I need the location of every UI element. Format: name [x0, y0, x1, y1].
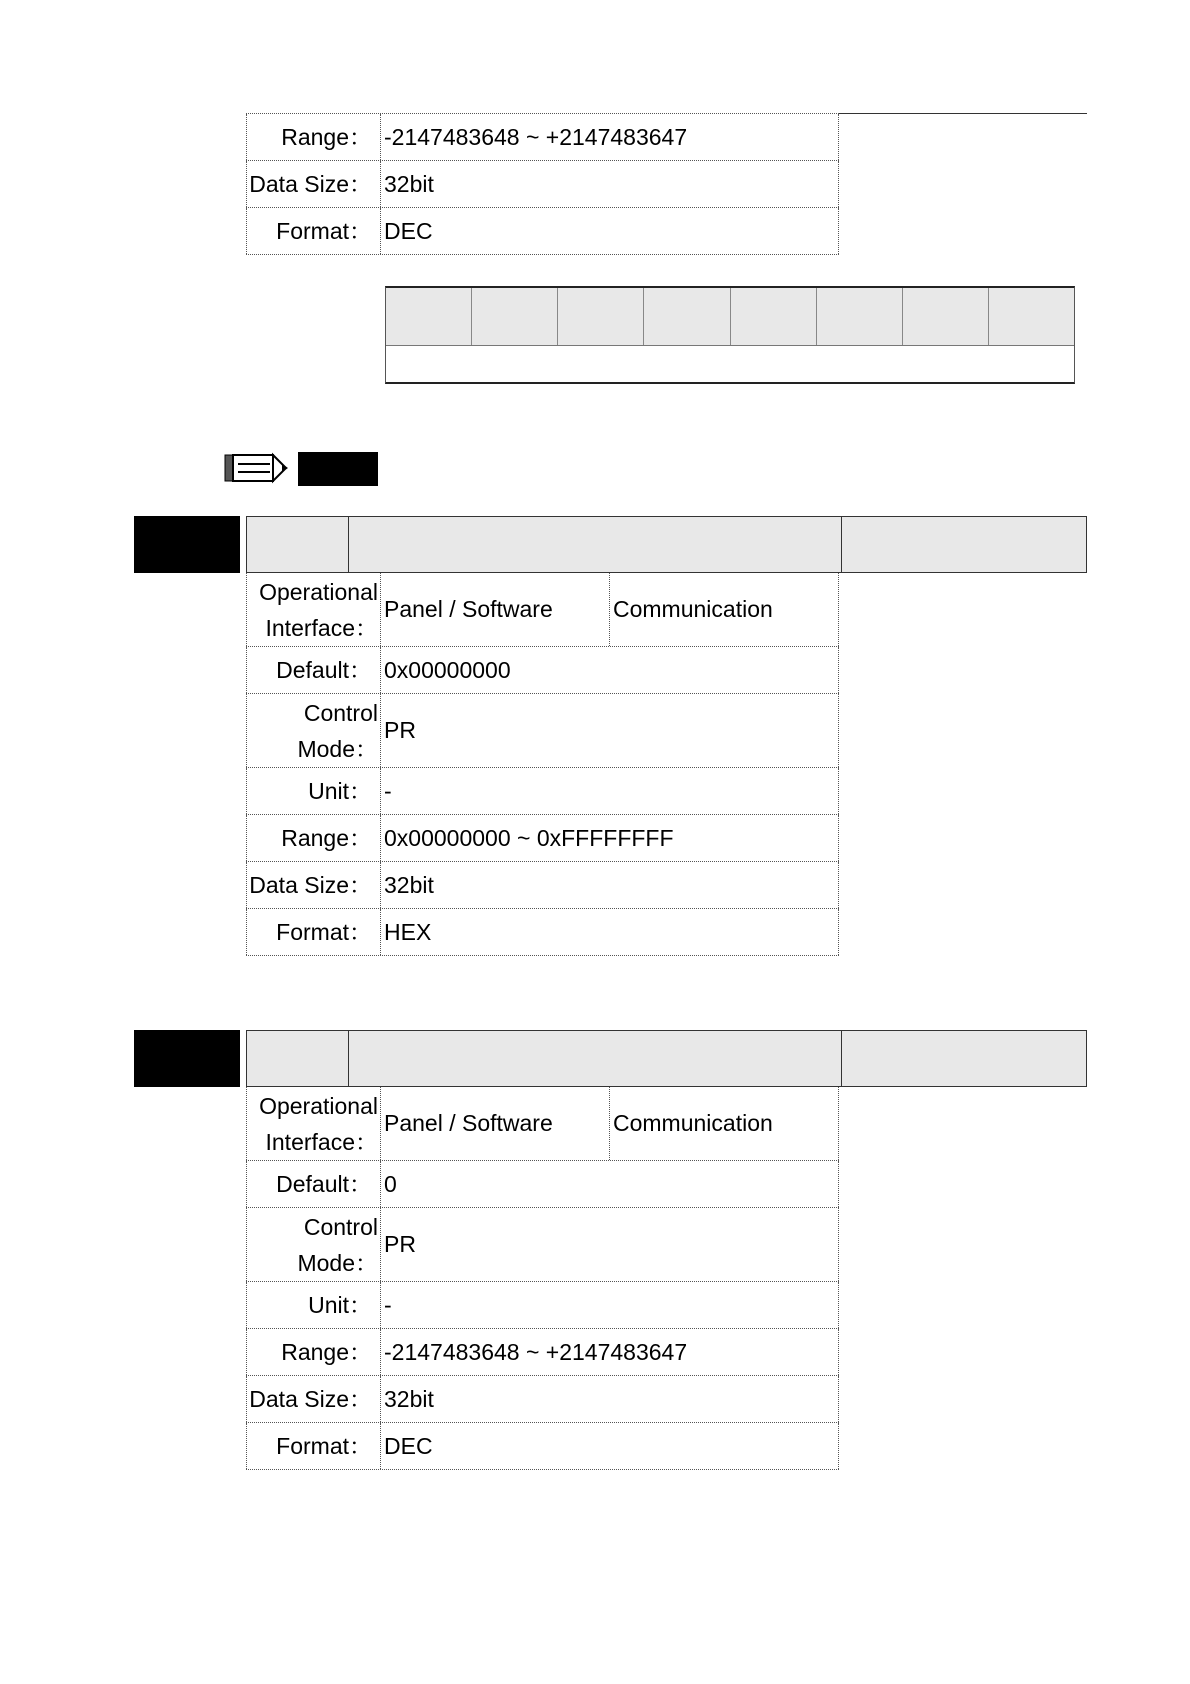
param1-table [246, 573, 839, 956]
table-row [246, 815, 839, 862]
unit-value: - [381, 768, 839, 814]
bit-cell [989, 288, 1074, 345]
data-size-value: 32bit [381, 862, 839, 908]
note-label-box [298, 452, 378, 486]
control-mode-value: PR [381, 1208, 839, 1281]
unit-label: Unit： [246, 768, 381, 814]
default-label: Default： [246, 647, 381, 693]
header-rule [839, 113, 1087, 114]
control-mode-label: Control Mode： [246, 1208, 381, 1281]
range-value: 0x00000000 ~ 0xFFFFFFFF [381, 815, 839, 861]
param1-header-bar [246, 516, 1087, 573]
range-label: Range： [246, 815, 381, 861]
bit-grid-header [386, 288, 1074, 346]
control-mode-value: PR [381, 694, 839, 767]
table-row [246, 208, 839, 255]
format-label: Format： [246, 909, 381, 955]
format-value: DEC [381, 208, 839, 254]
data-size-label: Data Size： [246, 1376, 381, 1422]
default-value: 0 [381, 1161, 839, 1207]
data-size-value: 32bit [381, 161, 839, 207]
operational-interface-value [381, 1087, 839, 1160]
unit-label: Unit： [246, 1282, 381, 1328]
table-row [246, 1423, 839, 1470]
param2-table [246, 1087, 839, 1470]
operational-interface-value [381, 573, 839, 646]
unit-value: - [381, 1282, 839, 1328]
operational-interface-label: Operational Interface： [246, 1087, 381, 1160]
header-cell [842, 1031, 1086, 1086]
param2-number-tab [134, 1030, 240, 1087]
table-row [246, 768, 839, 815]
bit-cell [558, 288, 644, 345]
range-value: -2147483648 ~ +2147483647 [381, 114, 839, 160]
bit-cell [644, 288, 730, 345]
table-row [246, 909, 839, 956]
header-cell [247, 1031, 349, 1086]
header-cell [247, 517, 349, 572]
bit-cell [472, 288, 558, 345]
communication-cell: Communication [613, 596, 773, 622]
header-cell [842, 517, 1086, 572]
table-row [246, 114, 839, 161]
data-size-label: Data Size： [246, 161, 381, 207]
range-label: Range： [246, 114, 381, 160]
bit-cell [386, 288, 472, 345]
range-label: Range： [246, 1329, 381, 1375]
panel-software-cell: Panel / Software [381, 1087, 610, 1160]
control-mode-label: Control Mode： [246, 694, 381, 767]
default-value: 0x00000000 [381, 647, 839, 693]
format-label: Format： [246, 1423, 381, 1469]
table-row [246, 1329, 839, 1376]
operational-interface-label: Operational Interface： [246, 573, 381, 646]
table-row [246, 1282, 839, 1329]
bit-cell [817, 288, 903, 345]
header-cell [349, 1031, 842, 1086]
table-row [246, 161, 839, 208]
format-label: Format： [246, 208, 381, 254]
table-row [246, 694, 839, 768]
range-value: -2147483648 ~ +2147483647 [381, 1329, 839, 1375]
header-cell [349, 517, 842, 572]
table-row [246, 1087, 839, 1161]
default-label: Default： [246, 1161, 381, 1207]
bit-cell [903, 288, 989, 345]
note-pencil-icon [224, 450, 296, 486]
bit-grid [385, 286, 1075, 384]
panel-software-cell: Panel / Software [381, 573, 610, 646]
param2-header-bar [246, 1030, 1087, 1087]
param1-number-tab [134, 516, 240, 573]
param-table-top [246, 113, 839, 255]
format-value: DEC [381, 1423, 839, 1469]
table-row [246, 647, 839, 694]
table-row [246, 862, 839, 909]
table-row [246, 1376, 839, 1423]
table-row [246, 1161, 839, 1208]
communication-cell: Communication [613, 1110, 773, 1136]
format-value: HEX [381, 909, 839, 955]
data-size-label: Data Size： [246, 862, 381, 908]
table-row [246, 573, 839, 647]
data-size-value: 32bit [381, 1376, 839, 1422]
bit-cell [731, 288, 817, 345]
table-row [246, 1208, 839, 1282]
